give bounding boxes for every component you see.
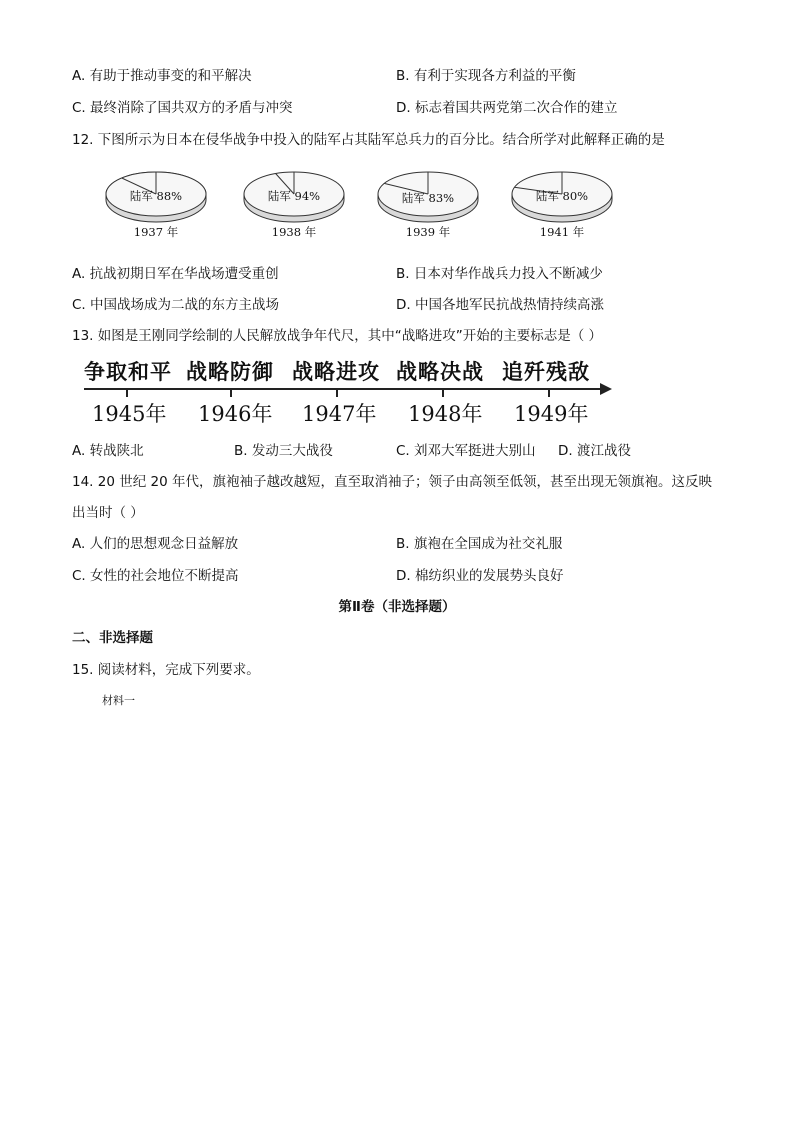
q14-option-c: C. 女性的社会地位不断提高 <box>72 568 239 584</box>
q12-pie-charts <box>96 164 616 244</box>
q13-option-d: D. 渡江战役 <box>558 443 631 459</box>
timeline-phase: 争取和平 <box>84 359 172 384</box>
timeline-tick <box>442 388 444 397</box>
timeline-tick <box>126 388 128 397</box>
q13-timeline <box>80 354 620 430</box>
q13-option-b: B. 发动三大战役 <box>234 443 333 459</box>
timeline-arrow-icon <box>600 383 612 395</box>
section-title: 第Ⅱ卷（非选择题） <box>338 599 456 615</box>
timeline-tick <box>230 388 232 397</box>
q14-stem-line1: 14. 20 世纪 20 年代，旗袍袖子越改越短，直至取消袖子；领子由高领至低领，甚至出现无领旗袍。这反映 <box>72 474 712 490</box>
timeline-phase: 战略决战 <box>396 359 484 384</box>
pie-year: 1938 年 <box>271 225 317 239</box>
pie-chart-1938 <box>240 164 348 240</box>
timeline-year: 1946年 <box>198 402 273 426</box>
timeline-phase: 战略进攻 <box>292 359 380 384</box>
q14-option-d: D. 棉纺织业的发展势头良好 <box>396 568 564 584</box>
timeline-year: 1949年 <box>514 402 589 426</box>
pie-label: 陆军 80% <box>535 189 589 203</box>
q13-option-c: C. 刘邓大军挺进大别山 <box>396 443 536 459</box>
timeline-tick <box>548 388 550 397</box>
q13-stem: 13. 如图是王刚同学绘制的人民解放战争年代尺，其中“战略进攻”开始的主要标志是（ ） <box>72 328 603 344</box>
pie-label: 陆军 83% <box>401 191 455 205</box>
timeline-year: 1948年 <box>408 402 483 426</box>
pie-label: 陆军 94% <box>267 189 321 203</box>
q12-stem: 12. 下图所示为日本在侵华战争中投入的陆军占其陆军总兵力的百分比。结合所学对此解释正确的是 <box>72 132 665 148</box>
q12-option-d: D. 中国各地军民抗战热情持续高涨 <box>396 297 604 313</box>
q14-option-b: B. 旗袍在全国成为社交礼服 <box>396 536 563 552</box>
q11-option-c: C. 最终消除了国共双方的矛盾与冲突 <box>72 100 293 116</box>
q11-option-d: D. 标志着国共两党第二次合作的建立 <box>396 100 618 116</box>
q14-stem-line2: 出当时（ ） <box>72 505 144 521</box>
pie-chart-1941 <box>508 164 616 240</box>
pie-chart-1937 <box>102 164 210 240</box>
timeline-phase: 追歼残敌 <box>502 359 590 384</box>
q12-option-c: C. 中国战场成为二战的东方主战场 <box>72 297 280 313</box>
q14-option-a: A. 人们的思想观念日益解放 <box>72 536 239 552</box>
timeline-phase: 战略防御 <box>186 359 274 384</box>
pie-year: 1937 年 <box>133 225 179 239</box>
timeline-year: 1945年 <box>92 402 167 426</box>
pie-chart-1939 <box>374 164 482 240</box>
timeline-axis <box>84 388 604 390</box>
q15-material-label: 材料一 <box>102 694 135 707</box>
section-heading: 二、非选择题 <box>72 630 153 646</box>
q15-stem: 15. 阅读材料，完成下列要求。 <box>72 662 260 678</box>
q12-option-a: A. 抗战初期日军在华战场遭受重创 <box>72 266 279 282</box>
timeline-tick <box>336 388 338 397</box>
pie-label: 陆军 88% <box>129 189 183 203</box>
timeline-year: 1947年 <box>302 402 377 426</box>
pie-year: 1939 年 <box>405 225 451 239</box>
q11-option-a: A. 有助于推动事变的和平解决 <box>72 68 252 84</box>
q11-option-b: B. 有利于实现各方利益的平衡 <box>396 68 576 84</box>
q12-option-b: B. 日本对华作战兵力投入不断减少 <box>396 266 603 282</box>
pie-year: 1941 年 <box>539 225 585 239</box>
q13-option-a: A. 转战陕北 <box>72 443 144 459</box>
